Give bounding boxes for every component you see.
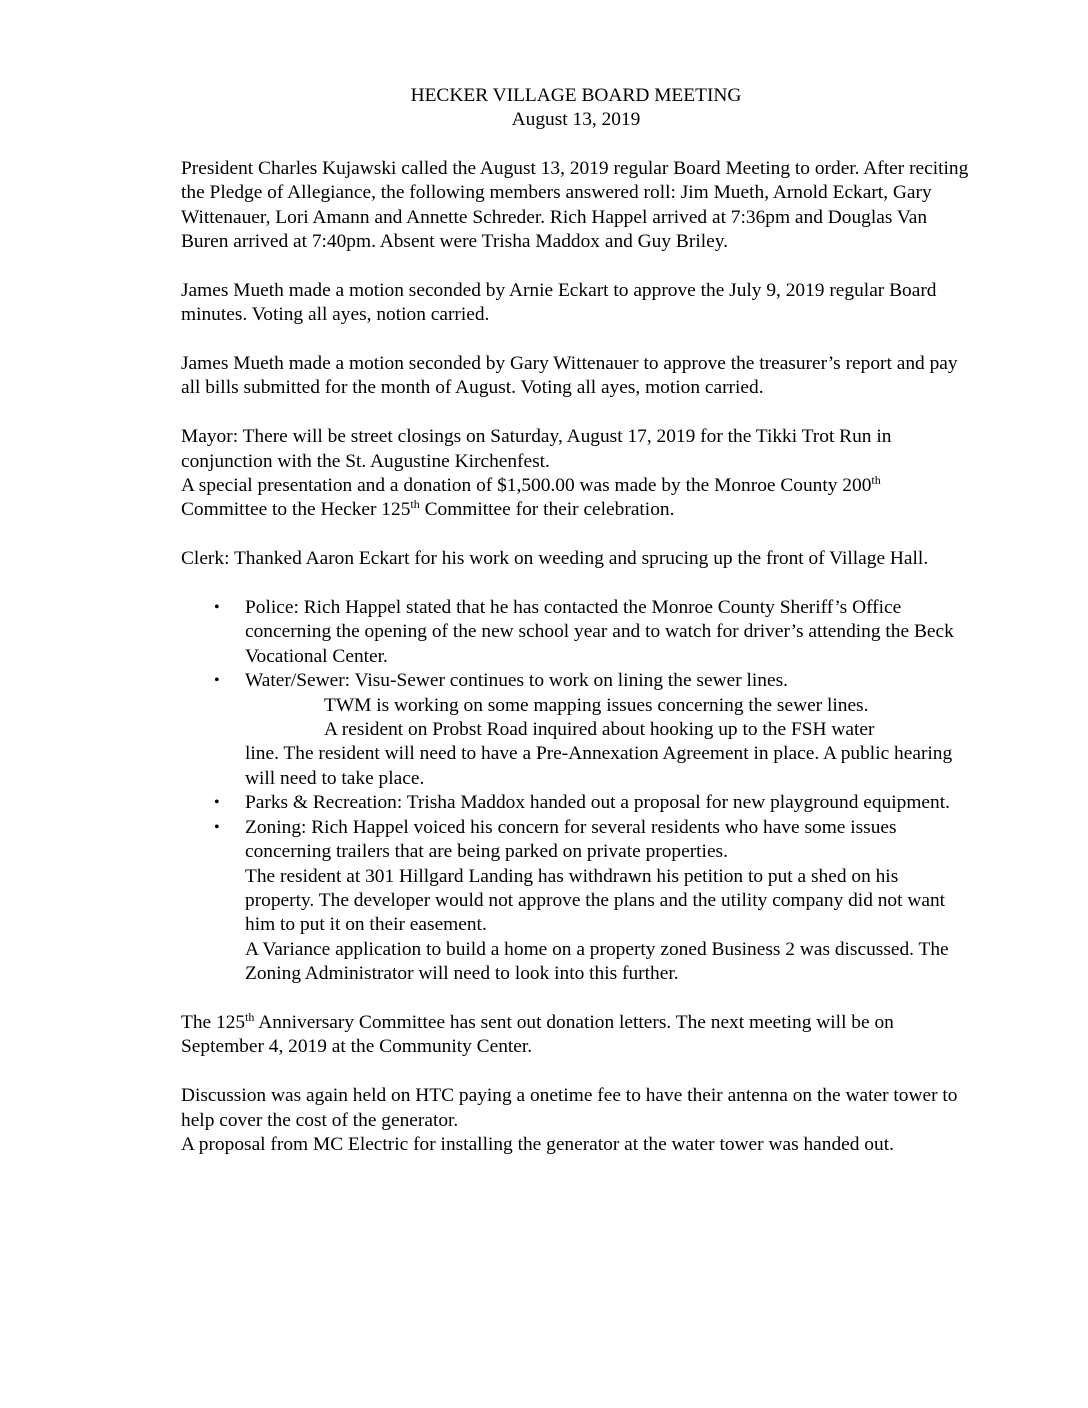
list-item-zoning bbox=[214, 816, 971, 987]
zoning-text-1: Zoning: Rich Happel voiced his concern for several residents who have some issues concerning trailers that are being parked on private properties. bbox=[245, 816, 897, 863]
list-item-parks-recreation bbox=[214, 791, 971, 815]
ordinal-suffix: th bbox=[871, 473, 881, 488]
mayor-donation-text-c: Committee for their celebration. bbox=[419, 499, 675, 521]
roll-call-paragraph: President Charles Kujawski called the August 13, 2019 regular Board Meeting to order. After reciting the Pledge of Allegiance, the following members answered roll: Jim Mueth, Arnold Eckart, Gary Wittenauer, Lori Amann and Annette Schreder. Rich Happel arrived at 7:36pm and Douglas Van Buren arrived at 7:40pm. Absent were Trisha Maddox and Guy Briley. bbox=[181, 157, 969, 253]
mayor-donation-text-b: Committee to the Hecker 125 bbox=[181, 499, 411, 521]
htc-antenna-paragraph: Discussion was again held on HTC paying a onetime fee to have their antenna on the water tower to help cover the cost of the generator. bbox=[181, 1085, 958, 1131]
bullet-icon: • bbox=[214, 818, 220, 836]
mayor-donation-paragraph bbox=[181, 474, 971, 523]
zoning-text-2: The resident at 301 Hillgard Landing has withdrawn his petition to put a shed on his property. The developer would not approve the plans and the utility company did not want him to put it on their easement. bbox=[245, 865, 946, 936]
committee-reports-list bbox=[181, 596, 971, 987]
generator-proposal-paragraph: A proposal from MC Electric for installing the generator at the water tower was handed out. bbox=[181, 1133, 894, 1155]
parks-report-text: Parks & Recreation: Trisha Maddox handed out a proposal for new playground equipment. bbox=[245, 792, 950, 814]
bullet-icon: • bbox=[214, 794, 220, 812]
police-report-text: Police: Rich Happel stated that he has contacted the Monroe County Sheriff’s Office concerning the opening of the new school year and to watch for driver’s attending the Beck Vocational Center. bbox=[245, 597, 954, 667]
anniversary-paragraph bbox=[181, 1011, 971, 1060]
anniversary-text-a: The 125 bbox=[181, 1011, 246, 1033]
ordinal-suffix: th bbox=[410, 497, 420, 512]
document-title: HECKER VILLAGE BOARD MEETING bbox=[410, 85, 742, 106]
list-item-police bbox=[214, 596, 971, 669]
mayor-street-closings: Mayor: There will be street closings on Saturday, August 17, 2019 for the Tikki Trot Run in conjunction with the St. Augustine Kirchenfest. bbox=[181, 426, 892, 472]
zoning-text-3: A Variance application to build a home on a property zoned Business 2 was discussed. The Zoning Administrator will need to look into this further. bbox=[245, 938, 949, 985]
water-sewer-line-3: A resident on Probst Road inquired about hooking up to the FSH water bbox=[324, 719, 875, 741]
mayor-donation-text-a: A special presentation and a donation of $1,500.00 was made by the Monroe County 200 bbox=[181, 475, 872, 497]
minutes-approval-paragraph: James Mueth made a motion seconded by Arnie Eckart to approve the July 9, 2019 regular Board minutes. Voting all ayes, notion carried. bbox=[181, 279, 937, 326]
clerk-paragraph: Clerk: Thanked Aaron Eckart for his work on weeding and sprucing up the front of Village Hall. bbox=[181, 548, 929, 570]
water-sewer-line-1: Water/Sewer: Visu-Sewer continues to work on lining the sewer lines. bbox=[245, 670, 788, 692]
bullet-icon: • bbox=[214, 599, 220, 617]
bullet-icon: • bbox=[214, 672, 220, 690]
minutes-page bbox=[181, 84, 971, 1157]
list-item-water-sewer bbox=[214, 669, 971, 791]
treasurer-report-paragraph: James Mueth made a motion seconded by Gary Wittenauer to approve the treasurer’s report and pay all bills submitted for the month of August. Voting all ayes, motion carried. bbox=[181, 353, 958, 399]
water-sewer-line-4: line. The resident will need to have a Pre-Annexation Agreement in place. A public hearing will need to take place. bbox=[245, 743, 953, 789]
meeting-date: August 13, 2019 bbox=[511, 109, 641, 131]
anniversary-text-b: Anniversary Committee has sent out donation letters. The next meeting will be on September 4, 2019 at the Community Center. bbox=[181, 1011, 894, 1058]
ordinal-suffix: th bbox=[245, 1009, 255, 1024]
water-sewer-line-2: TWM is working on some mapping issues concerning the sewer lines. bbox=[324, 694, 869, 716]
